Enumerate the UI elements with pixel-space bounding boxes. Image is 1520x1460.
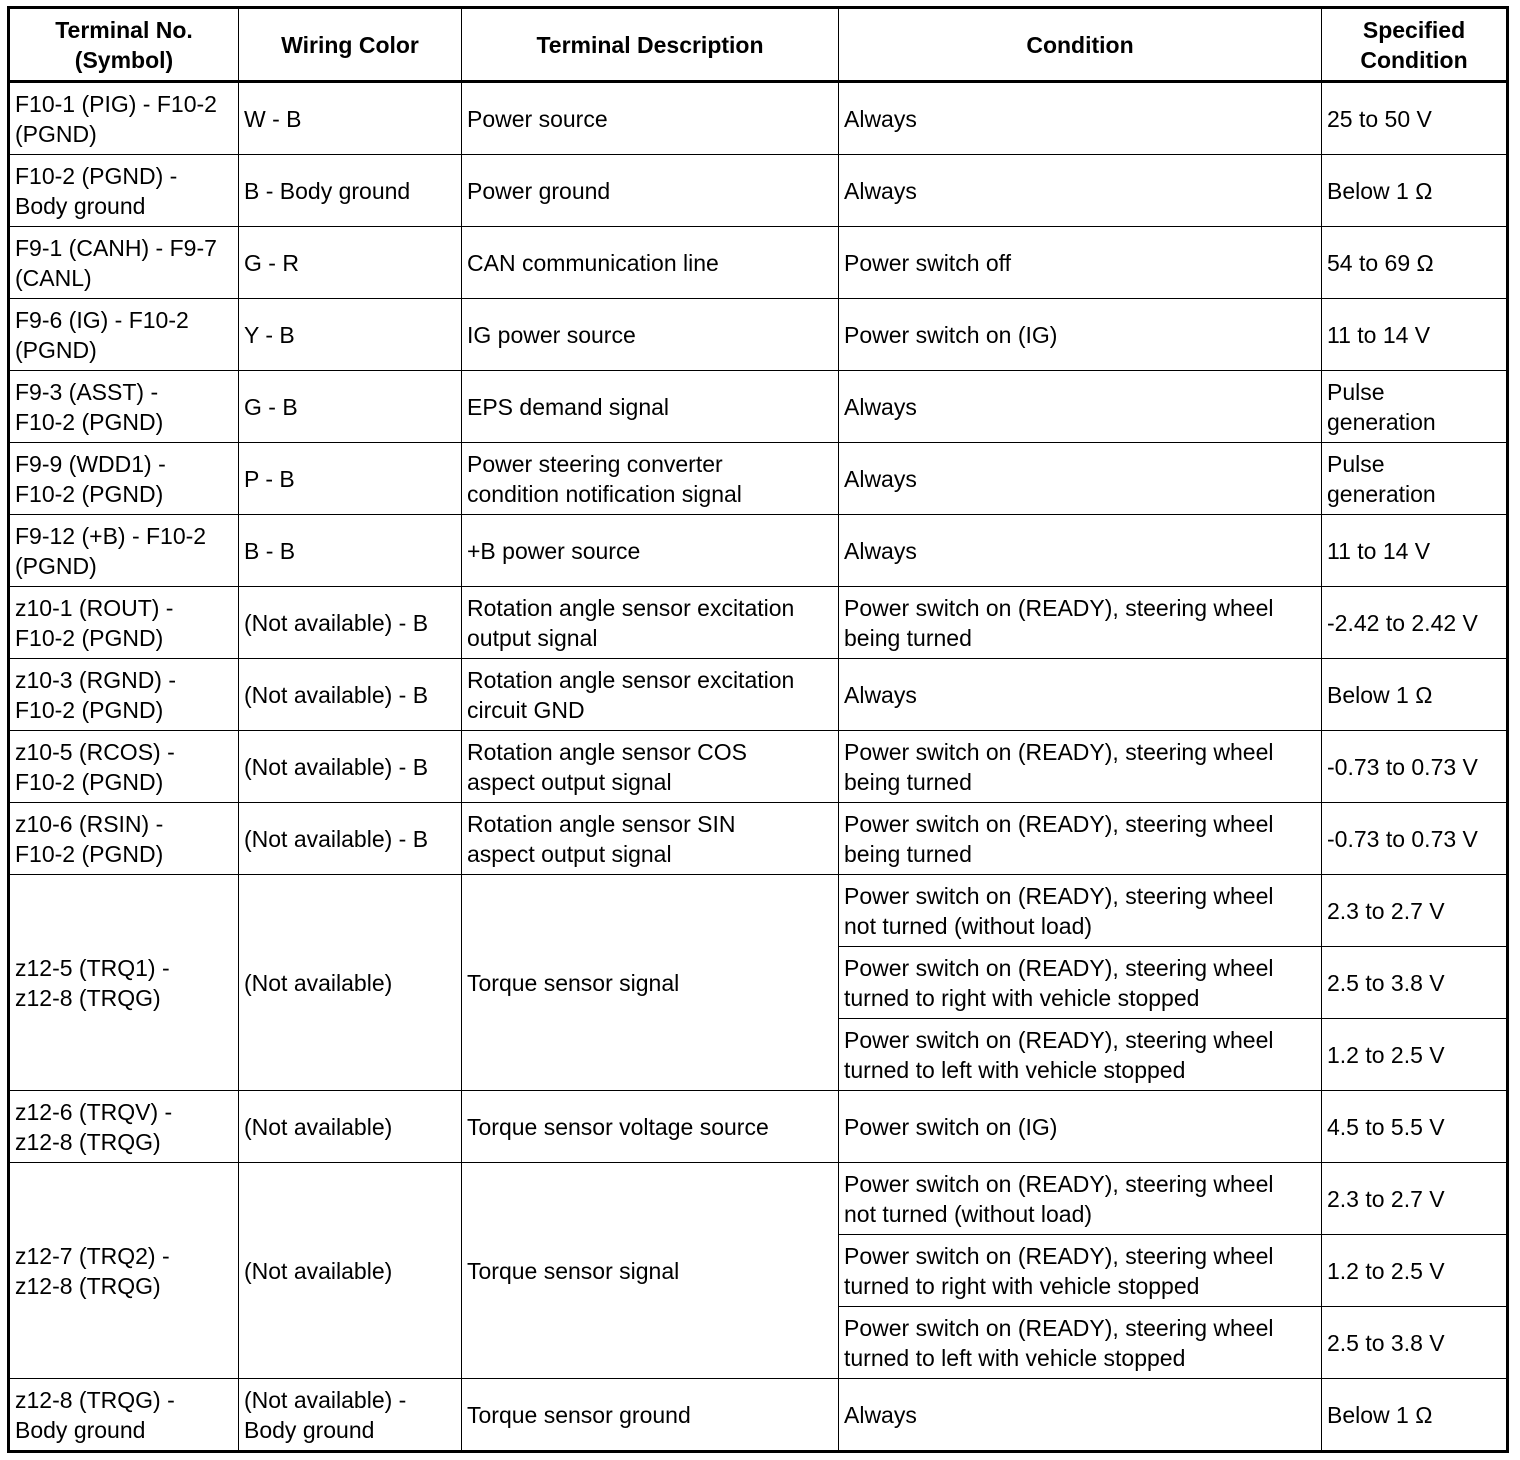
header-specified-condition: Specified Condition bbox=[1322, 8, 1508, 82]
wiring-color-cell: B - B bbox=[239, 515, 462, 587]
wiring-color-cell: B - Body ground bbox=[239, 155, 462, 227]
terminal-cell: F9-12 (+B) - F10-2 (PGND) bbox=[9, 515, 239, 587]
condition-cell: Power switch on (READY), steering wheel turned to right with vehicle stopped bbox=[839, 1235, 1322, 1307]
specified-condition-cell: Below 1 Ω bbox=[1322, 155, 1508, 227]
terminal-cell: z12-7 (TRQ2) - z12-8 (TRQG) bbox=[9, 1163, 239, 1379]
description-cell: Power ground bbox=[462, 155, 839, 227]
table-row bbox=[9, 1379, 1508, 1452]
condition-cell: Power switch on (IG) bbox=[839, 1091, 1322, 1163]
terminal-cell: z12-8 (TRQG) - Body ground bbox=[9, 1379, 239, 1452]
table-row bbox=[9, 1163, 1508, 1235]
wiring-color-cell: (Not available) bbox=[239, 875, 462, 1091]
terminal-cell: z10-5 (RCOS) - F10-2 (PGND) bbox=[9, 731, 239, 803]
wiring-color-cell: (Not available) - B bbox=[239, 803, 462, 875]
table-row bbox=[9, 875, 1508, 947]
description-cell: Torque sensor voltage source bbox=[462, 1091, 839, 1163]
specified-condition-cell: Pulse generation bbox=[1322, 443, 1508, 515]
specified-condition-cell: Below 1 Ω bbox=[1322, 1379, 1508, 1452]
specified-condition-cell: 2.3 to 2.7 V bbox=[1322, 875, 1508, 947]
condition-cell: Always bbox=[839, 443, 1322, 515]
specified-condition-cell: -0.73 to 0.73 V bbox=[1322, 731, 1508, 803]
wiring-color-cell: (Not available) - B bbox=[239, 587, 462, 659]
description-cell: Torque sensor signal bbox=[462, 1163, 839, 1379]
header-wiring-color: Wiring Color bbox=[239, 8, 462, 82]
condition-cell: Power switch on (IG) bbox=[839, 299, 1322, 371]
wiring-color-cell: (Not available) bbox=[239, 1091, 462, 1163]
condition-cell: Power switch on (READY), steering wheel not turned (without load) bbox=[839, 875, 1322, 947]
description-cell: Torque sensor signal bbox=[462, 875, 839, 1091]
wiring-color-cell: (Not available) - B bbox=[239, 731, 462, 803]
specified-condition-cell: 2.5 to 3.8 V bbox=[1322, 947, 1508, 1019]
wiring-color-cell: (Not available) - B bbox=[239, 659, 462, 731]
description-cell: EPS demand signal bbox=[462, 371, 839, 443]
description-cell: Rotation angle sensor SIN aspect output signal bbox=[462, 803, 839, 875]
terminal-cell: z12-5 (TRQ1) - z12-8 (TRQG) bbox=[9, 875, 239, 1091]
table-row bbox=[9, 227, 1508, 299]
condition-cell: Always bbox=[839, 515, 1322, 587]
header-row bbox=[9, 8, 1508, 82]
table-row bbox=[9, 443, 1508, 515]
table-row bbox=[9, 587, 1508, 659]
wiring-color-cell: (Not available) - Body ground bbox=[239, 1379, 462, 1452]
specified-condition-cell: Pulse generation bbox=[1322, 371, 1508, 443]
condition-cell: Always bbox=[839, 659, 1322, 731]
specified-condition-cell: -0.73 to 0.73 V bbox=[1322, 803, 1508, 875]
wiring-color-cell: G - R bbox=[239, 227, 462, 299]
specified-condition-cell: 25 to 50 V bbox=[1322, 82, 1508, 155]
terminal-cell: z12-6 (TRQV) - z12-8 (TRQG) bbox=[9, 1091, 239, 1163]
specified-condition-cell: 11 to 14 V bbox=[1322, 515, 1508, 587]
condition-cell: Always bbox=[839, 82, 1322, 155]
description-cell: Power source bbox=[462, 82, 839, 155]
condition-cell: Power switch on (READY), steering wheel turned to left with vehicle stopped bbox=[839, 1019, 1322, 1091]
terminal-cell: F9-9 (WDD1) - F10-2 (PGND) bbox=[9, 443, 239, 515]
wiring-color-cell: W - B bbox=[239, 82, 462, 155]
terminal-cell: z10-3 (RGND) - F10-2 (PGND) bbox=[9, 659, 239, 731]
header-condition: Condition bbox=[839, 8, 1322, 82]
description-cell: Power steering converter condition notification signal bbox=[462, 443, 839, 515]
wiring-color-cell: P - B bbox=[239, 443, 462, 515]
condition-cell: Always bbox=[839, 371, 1322, 443]
wiring-color-cell: G - B bbox=[239, 371, 462, 443]
condition-cell: Power switch on (READY), steering wheel turned to left with vehicle stopped bbox=[839, 1307, 1322, 1379]
table-body bbox=[9, 82, 1508, 1452]
table-row bbox=[9, 803, 1508, 875]
condition-cell: Power switch on (READY), steering wheel not turned (without load) bbox=[839, 1163, 1322, 1235]
table-row bbox=[9, 299, 1508, 371]
description-cell: Rotation angle sensor excitation circuit GND bbox=[462, 659, 839, 731]
terminal-cell: F10-2 (PGND) - Body ground bbox=[9, 155, 239, 227]
table-row bbox=[9, 515, 1508, 587]
specified-condition-cell: 2.3 to 2.7 V bbox=[1322, 1163, 1508, 1235]
description-cell: Rotation angle sensor excitation output signal bbox=[462, 587, 839, 659]
specified-condition-cell: 1.2 to 2.5 V bbox=[1322, 1235, 1508, 1307]
terminal-cell: z10-1 (ROUT) - F10-2 (PGND) bbox=[9, 587, 239, 659]
specified-condition-cell: 54 to 69 Ω bbox=[1322, 227, 1508, 299]
terminal-cell: F9-1 (CANH) - F9-7 (CANL) bbox=[9, 227, 239, 299]
table-row bbox=[9, 155, 1508, 227]
description-cell: Torque sensor ground bbox=[462, 1379, 839, 1452]
condition-cell: Power switch on (READY), steering wheel being turned bbox=[839, 731, 1322, 803]
specified-condition-cell: 2.5 to 3.8 V bbox=[1322, 1307, 1508, 1379]
terminal-spec-table bbox=[7, 6, 1509, 1453]
terminal-cell: z10-6 (RSIN) - F10-2 (PGND) bbox=[9, 803, 239, 875]
condition-cell: Power switch on (READY), steering wheel turned to right with vehicle stopped bbox=[839, 947, 1322, 1019]
specified-condition-cell: -2.42 to 2.42 V bbox=[1322, 587, 1508, 659]
description-cell: IG power source bbox=[462, 299, 839, 371]
header-terminal: Terminal No. (Symbol) bbox=[9, 8, 239, 82]
header-terminal-description: Terminal Description bbox=[462, 8, 839, 82]
wiring-color-cell: Y - B bbox=[239, 299, 462, 371]
table-row bbox=[9, 659, 1508, 731]
terminal-cell: F10-1 (PIG) - F10-2 (PGND) bbox=[9, 82, 239, 155]
wiring-color-cell: (Not available) bbox=[239, 1163, 462, 1379]
description-cell: Rotation angle sensor COS aspect output signal bbox=[462, 731, 839, 803]
terminal-cell: F9-6 (IG) - F10-2 (PGND) bbox=[9, 299, 239, 371]
condition-cell: Always bbox=[839, 155, 1322, 227]
specified-condition-cell: 4.5 to 5.5 V bbox=[1322, 1091, 1508, 1163]
condition-cell: Power switch on (READY), steering wheel being turned bbox=[839, 803, 1322, 875]
specified-condition-cell: Below 1 Ω bbox=[1322, 659, 1508, 731]
table-row bbox=[9, 731, 1508, 803]
condition-cell: Power switch on (READY), steering wheel being turned bbox=[839, 587, 1322, 659]
table-row bbox=[9, 1091, 1508, 1163]
terminal-cell: F9-3 (ASST) - F10-2 (PGND) bbox=[9, 371, 239, 443]
condition-cell: Always bbox=[839, 1379, 1322, 1452]
condition-cell: Power switch off bbox=[839, 227, 1322, 299]
description-cell: +B power source bbox=[462, 515, 839, 587]
specified-condition-cell: 1.2 to 2.5 V bbox=[1322, 1019, 1508, 1091]
specified-condition-cell: 11 to 14 V bbox=[1322, 299, 1508, 371]
description-cell: CAN communication line bbox=[462, 227, 839, 299]
table-row bbox=[9, 371, 1508, 443]
table-row bbox=[9, 82, 1508, 155]
